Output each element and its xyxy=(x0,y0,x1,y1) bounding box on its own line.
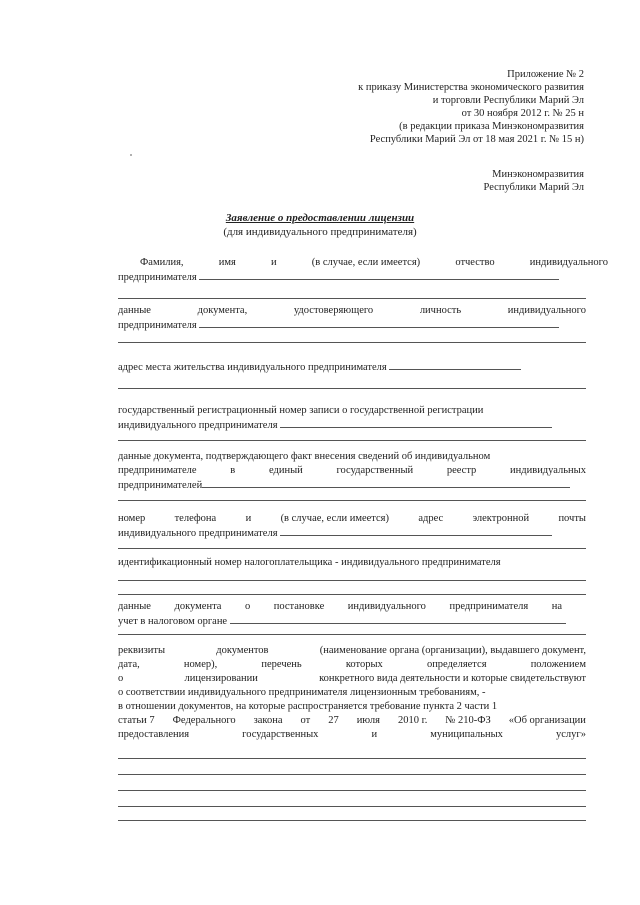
blank-line[interactable] xyxy=(118,806,586,807)
word: лицензировании xyxy=(184,673,258,684)
word: конкретного вида деятельности и которые свидетельствуют xyxy=(319,673,586,684)
word: адрес xyxy=(418,513,444,524)
order-reference: к приказу Министерства экономического развития xyxy=(358,82,584,93)
word: дата, xyxy=(118,659,140,670)
word: Федерального xyxy=(172,715,236,726)
word: имя xyxy=(218,257,236,268)
label-text: учет в налоговом органе xyxy=(118,616,228,627)
word: предпринимателя xyxy=(449,601,529,612)
word: 27 xyxy=(328,715,339,726)
document-subtitle: (для индивидуального предпринимателя) xyxy=(223,226,417,238)
word: которых xyxy=(345,659,383,670)
field-id-document-line2 xyxy=(118,318,586,332)
ministry-name: и торговли Республики Марий Эл xyxy=(432,95,584,106)
word: телефона xyxy=(174,513,217,524)
word: о xyxy=(118,673,124,684)
word: реестр xyxy=(446,465,477,476)
field-residence-label xyxy=(118,360,586,374)
label-text: индивидуального предпринимателя xyxy=(118,528,278,539)
word: положением xyxy=(530,659,586,670)
word: документа xyxy=(174,601,222,612)
word: перечень xyxy=(261,659,302,670)
word: индивидуального xyxy=(347,601,426,612)
word: постановке xyxy=(273,601,325,612)
label-text: предпринимателя xyxy=(118,272,197,283)
word: документов xyxy=(216,645,269,656)
word: услуг» xyxy=(556,729,586,740)
word: муниципальных xyxy=(430,729,503,740)
label-text: предпринимателей xyxy=(118,480,203,491)
word: реквизиты xyxy=(118,645,165,656)
word: номер), xyxy=(183,659,218,670)
order-date: от 30 ноября 2012 г. № 25 н xyxy=(461,108,584,119)
revision-note: (в редакции приказа Минэкономразвития xyxy=(399,121,584,132)
field-tax-registration-line2 xyxy=(118,614,586,628)
field-inn-label: идентификационный номер налогоплательщика - индивидуального предпринимателя xyxy=(118,557,501,568)
word: в xyxy=(230,465,236,476)
word: номер xyxy=(118,513,146,524)
fill-line[interactable] xyxy=(199,270,559,280)
word: статьи 7 xyxy=(118,715,155,726)
addressee-ministry: Минэкономразвития xyxy=(492,169,584,180)
word: о xyxy=(244,601,251,612)
scan-speck xyxy=(130,154,132,156)
word: индивидуального xyxy=(507,305,586,316)
word: государственных xyxy=(242,729,319,740)
field-fullname-line2 xyxy=(118,270,586,284)
field-documents-line4: о соответствии индивидуального предпринимателя лицензионным требованиям, - xyxy=(118,687,486,698)
label-text: индивидуального предпринимателя xyxy=(118,420,278,431)
label-text: адрес места жительства индивидуального предпринимателя xyxy=(118,362,387,373)
blank-line[interactable] xyxy=(118,758,586,759)
field-egrip-label: данные документа, подтверждающего факт внесения сведений об индивидуальном xyxy=(118,451,491,462)
word: документа, xyxy=(197,305,248,316)
addressee-region: Республики Марий Эл xyxy=(483,182,584,193)
word: и xyxy=(371,729,378,740)
field-ogrnip-label: государственный регистрационный номер записи о государственной регистрации xyxy=(118,405,484,416)
word: предпринимателе xyxy=(118,465,197,476)
fill-line[interactable] xyxy=(199,318,559,328)
word: на xyxy=(551,601,562,612)
fill-line[interactable] xyxy=(280,526,552,536)
word: № 210-ФЗ xyxy=(445,715,491,726)
field-egrip-line3 xyxy=(118,478,586,492)
word: 2010 г. xyxy=(397,715,428,726)
word: и xyxy=(270,257,277,268)
blank-line[interactable] xyxy=(118,500,586,501)
word: закона xyxy=(253,715,283,726)
word: удостоверяющего xyxy=(293,305,374,316)
blank-line[interactable] xyxy=(118,298,586,299)
word: личность xyxy=(419,305,462,316)
word: электронной xyxy=(472,513,530,524)
field-documents-line3 xyxy=(118,672,586,685)
appendix-number: Приложение № 2 xyxy=(507,69,584,80)
blank-line[interactable] xyxy=(118,594,586,595)
field-documents-line6 xyxy=(118,714,586,727)
word: (в случае, если имеется) xyxy=(280,513,389,524)
word: и xyxy=(245,513,252,524)
word: данные xyxy=(118,601,151,612)
fill-line[interactable] xyxy=(202,478,570,488)
field-documents-line1 xyxy=(118,644,586,657)
fill-line[interactable] xyxy=(280,418,552,428)
field-documents-line7 xyxy=(118,728,586,741)
field-egrip-line2 xyxy=(118,464,586,477)
label-text: предпринимателя xyxy=(118,320,197,331)
word: от xyxy=(300,715,311,726)
fill-line[interactable] xyxy=(389,360,521,370)
word: Фамилия, xyxy=(140,257,184,268)
field-tax-registration-label xyxy=(118,600,562,613)
word: единый xyxy=(268,465,303,476)
blank-line[interactable] xyxy=(118,820,586,821)
blank-line[interactable] xyxy=(118,342,586,343)
field-id-document-label xyxy=(118,304,586,317)
revision-date: Республики Марий Эл от 18 мая 2021 г. № 15 н) xyxy=(369,134,584,145)
document-title: Заявление о предоставлении лицензии xyxy=(225,212,415,224)
field-documents-line5: в отношении документов, на которые распространяется требование пункта 2 части 1 xyxy=(118,701,498,712)
blank-line[interactable] xyxy=(118,580,586,581)
field-ogrnip-line2 xyxy=(118,418,586,432)
blank-line[interactable] xyxy=(118,634,586,635)
word: определяется xyxy=(426,659,487,670)
field-fullname-label xyxy=(118,256,608,269)
blank-line[interactable] xyxy=(118,388,586,389)
word: июля xyxy=(356,715,380,726)
field-documents-line2 xyxy=(118,658,586,671)
blank-line[interactable] xyxy=(118,790,586,791)
word: «Об организации xyxy=(508,715,586,726)
field-contacts-line2 xyxy=(118,526,586,540)
blank-line[interactable] xyxy=(118,548,586,549)
word: (в случае, если имеется) xyxy=(311,257,421,268)
word: государственный xyxy=(336,465,414,476)
fill-line[interactable] xyxy=(230,614,566,624)
word: индивидуальных xyxy=(510,465,586,476)
word: предоставления xyxy=(118,729,190,740)
word: (наименование органа (организации), выдавшего документ, xyxy=(319,645,586,656)
word: почты xyxy=(558,513,586,524)
word: данные xyxy=(118,305,151,316)
blank-line[interactable] xyxy=(118,774,586,775)
field-contacts-label xyxy=(118,512,586,525)
blank-line[interactable] xyxy=(118,440,586,441)
word: отчество xyxy=(455,257,495,268)
word: индивидуального xyxy=(529,257,608,268)
